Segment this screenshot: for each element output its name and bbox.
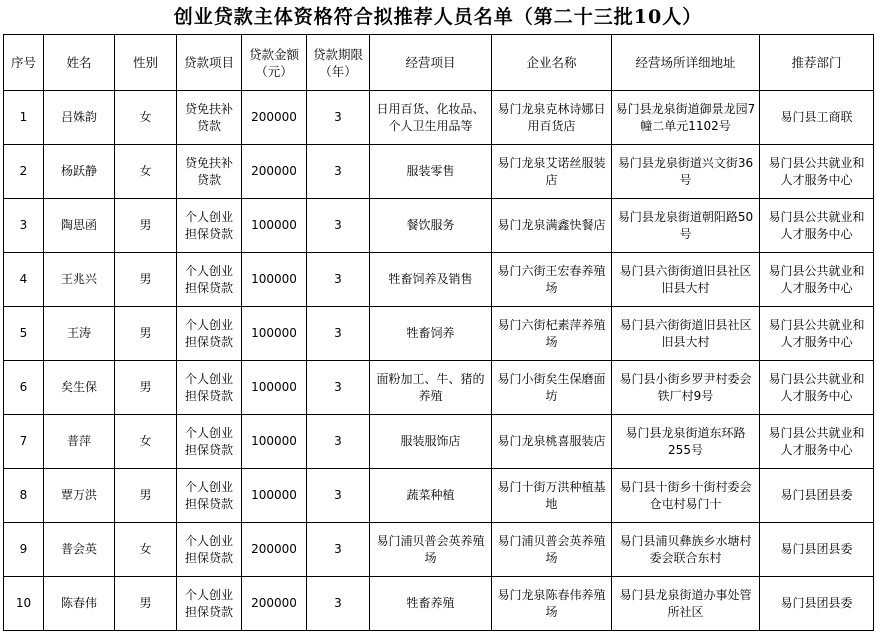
table-cell: 易门龙泉陈春伟养殖场 (492, 577, 612, 631)
table-cell: 3 (307, 415, 370, 469)
table-cell: 6 (4, 361, 44, 415)
table-row (4, 199, 874, 253)
table-cell: 3 (307, 253, 370, 307)
table-cell: 1 (4, 91, 44, 145)
table-cell: 陶思函 (44, 199, 115, 253)
table-row (4, 577, 874, 631)
table-cell: 牲畜饲养 (370, 307, 492, 361)
table-row (4, 145, 874, 199)
recommendation-table (3, 34, 874, 631)
column-header: 经营项目 (370, 35, 492, 91)
table-cell: 易门浦贝普会英养殖场 (370, 523, 492, 577)
table-cell: 易门县公共就业和人才服务中心 (760, 199, 874, 253)
table-cell: 服装服饰店 (370, 415, 492, 469)
table-cell: 易门县龙泉街道御景龙园7幢二单元1102号 (612, 91, 760, 145)
table-cell: 易门县团县委 (760, 577, 874, 631)
table-cell: 3 (307, 469, 370, 523)
table-cell: 个人创业担保贷款 (177, 253, 242, 307)
table-cell: 男 (115, 199, 177, 253)
table-cell: 吕姝韵 (44, 91, 115, 145)
table-cell: 易门县浦贝彝族乡水塘村委会联合东村 (612, 523, 760, 577)
table-cell: 普会英 (44, 523, 115, 577)
table-cell: 王涛 (44, 307, 115, 361)
table-cell: 个人创业担保贷款 (177, 577, 242, 631)
table-cell: 7 (4, 415, 44, 469)
table-cell: 易门龙泉桃喜服装店 (492, 415, 612, 469)
table-cell: 5 (4, 307, 44, 361)
table-cell: 贷免扶补贷款 (177, 91, 242, 145)
page-title: 创业贷款主体资格符合拟推荐人员名单（第二十三批10人） (173, 6, 703, 28)
table-cell: 3 (307, 145, 370, 199)
table-cell: 3 (4, 199, 44, 253)
table-row (4, 415, 874, 469)
table-cell: 200000 (242, 523, 307, 577)
table-row (4, 91, 874, 145)
column-header: 贷款期限（年） (307, 35, 370, 91)
table-cell: 易门六街王宏春养殖场 (492, 253, 612, 307)
table-cell: 100000 (242, 253, 307, 307)
table-cell: 日用百货、化妆品、个人卫生用品等 (370, 91, 492, 145)
table-cell: 男 (115, 361, 177, 415)
table-cell: 餐饮服务 (370, 199, 492, 253)
table-row (4, 253, 874, 307)
table-cell: 普萍 (44, 415, 115, 469)
table-cell: 易门县团县委 (760, 523, 874, 577)
table-cell: 个人创业担保贷款 (177, 199, 242, 253)
table-cell: 易门龙泉艾诺丝服装店 (492, 145, 612, 199)
column-header: 贷款项目 (177, 35, 242, 91)
column-header: 推荐部门 (760, 35, 874, 91)
table-cell: 200000 (242, 577, 307, 631)
table-cell: 易门县龙泉街道朝阳路50号 (612, 199, 760, 253)
table-cell: 易门小街矣生保磨面坊 (492, 361, 612, 415)
table-cell: 个人创业担保贷款 (177, 523, 242, 577)
table-cell: 易门六街杞素萍养殖场 (492, 307, 612, 361)
table-cell: 易门县公共就业和人才服务中心 (760, 307, 874, 361)
table-cell: 3 (307, 361, 370, 415)
table-cell: 矣生保 (44, 361, 115, 415)
column-header: 性别 (115, 35, 177, 91)
table-cell: 女 (115, 91, 177, 145)
table-row (4, 523, 874, 577)
table-cell: 易门县龙泉街道兴文街36号 (612, 145, 760, 199)
table-cell: 易门十街万洪种植基地 (492, 469, 612, 523)
table-cell: 易门县工商联 (760, 91, 874, 145)
table-cell: 4 (4, 253, 44, 307)
table-cell: 易门龙泉克林诗娜日用百货店 (492, 91, 612, 145)
table-cell: 100000 (242, 199, 307, 253)
table-cell: 易门浦贝普会英养殖场 (492, 523, 612, 577)
table-cell: 牲畜养殖 (370, 577, 492, 631)
table-cell: 面粉加工、牛、猪的养殖 (370, 361, 492, 415)
table-cell: 易门县公共就业和人才服务中心 (760, 361, 874, 415)
column-header: 序号 (4, 35, 44, 91)
table-cell: 女 (115, 415, 177, 469)
table-cell: 个人创业担保贷款 (177, 469, 242, 523)
table-cell: 个人创业担保贷款 (177, 415, 242, 469)
table-cell: 3 (307, 523, 370, 577)
table-cell: 易门县龙泉街道办事处管所社区 (612, 577, 760, 631)
table-row (4, 361, 874, 415)
table-cell: 10 (4, 577, 44, 631)
table-cell: 100000 (242, 415, 307, 469)
table-cell: 3 (307, 577, 370, 631)
table-cell: 杨跃静 (44, 145, 115, 199)
table-cell: 易门县小街乡罗尹村委会铁厂村9号 (612, 361, 760, 415)
table-cell: 贷免扶补贷款 (177, 145, 242, 199)
table-cell: 男 (115, 307, 177, 361)
table-cell: 男 (115, 577, 177, 631)
table-cell: 200000 (242, 145, 307, 199)
table-cell: 易门县公共就业和人才服务中心 (760, 253, 874, 307)
table-cell: 覃万洪 (44, 469, 115, 523)
table-cell: 易门县公共就业和人才服务中心 (760, 145, 874, 199)
table-cell: 9 (4, 523, 44, 577)
table-cell: 服装零售 (370, 145, 492, 199)
table-cell: 蔬菜种植 (370, 469, 492, 523)
table-row (4, 469, 874, 523)
table-cell: 3 (307, 307, 370, 361)
table-cell: 男 (115, 469, 177, 523)
table-cell: 易门县六街街道旧县社区旧县大村 (612, 307, 760, 361)
table-cell: 易门县龙泉街道东环路255号 (612, 415, 760, 469)
table-cell: 陈春伟 (44, 577, 115, 631)
table-cell: 易门龙泉满鑫快餐店 (492, 199, 612, 253)
table-cell: 100000 (242, 469, 307, 523)
table-cell: 易门县公共就业和人才服务中心 (760, 415, 874, 469)
table-cell: 牲畜饲养及销售 (370, 253, 492, 307)
table-cell: 3 (307, 199, 370, 253)
column-header: 经营场所详细地址 (612, 35, 760, 91)
table-cell: 8 (4, 469, 44, 523)
table-cell: 易门县团县委 (760, 469, 874, 523)
table-cell: 100000 (242, 307, 307, 361)
table-cell: 男 (115, 253, 177, 307)
table-cell: 2 (4, 145, 44, 199)
table-cell: 易门县六街街道旧县社区旧县大村 (612, 253, 760, 307)
column-header: 姓名 (44, 35, 115, 91)
table-cell: 女 (115, 145, 177, 199)
table-row (4, 307, 874, 361)
table-cell: 女 (115, 523, 177, 577)
table-cell: 个人创业担保贷款 (177, 307, 242, 361)
table-cell: 王兆兴 (44, 253, 115, 307)
table-cell: 200000 (242, 91, 307, 145)
table-cell: 个人创业担保贷款 (177, 361, 242, 415)
table-cell: 3 (307, 91, 370, 145)
header-row (4, 35, 874, 91)
table-cell: 100000 (242, 361, 307, 415)
column-header: 贷款金额（元） (242, 35, 307, 91)
table-cell: 易门县十街乡十街村委会仓屯村易门十 (612, 469, 760, 523)
column-header: 企业名称 (492, 35, 612, 91)
